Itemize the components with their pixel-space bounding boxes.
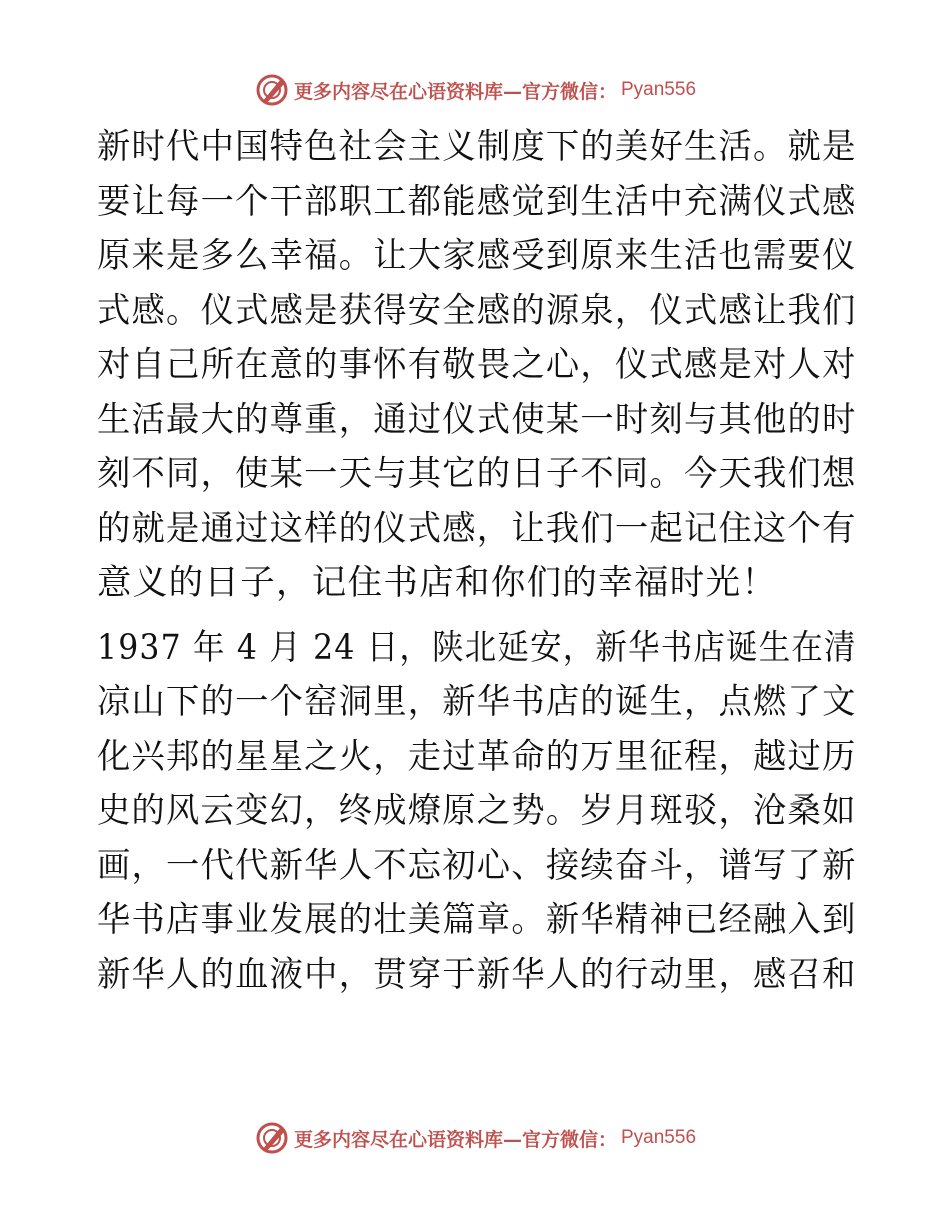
header-wechat-id: Pyan556 (621, 79, 697, 100)
text-line: 式感。仪式感是获得安全感的源泉，仪式感让我们 (97, 290, 857, 331)
paragraph-2 (97, 621, 857, 1003)
document-body (97, 120, 857, 1002)
text-line: 的就是通过这样的仪式感，让我们一起记住这个有 (97, 508, 857, 549)
text-line: 刻不同，使某一天与其它的日子不同。今天我们想 (97, 454, 857, 494)
pen-logo-icon (254, 72, 290, 108)
footer-banner-text: 更多内容尽在心语资料库—官方微信： (293, 1128, 617, 1151)
text-line: 新时代中国特色社会主义制度下的美好生活。就是 (97, 127, 857, 167)
text-line: 史的风云变幻，终成燎原之势。岁月斑驳，沧桑如 (97, 791, 857, 831)
footer-wechat-id: Pyan556 (621, 1127, 697, 1148)
text-line: 意义的日子，记住书店和你们的幸福时光！ (97, 563, 778, 603)
paragraph-1 (97, 120, 857, 611)
text-line: 新华人的血液中，贯穿于新华人的行动里，感召和 (97, 954, 857, 995)
text-line: 生活最大的尊重，通过仪式使某一时刻与其他的时 (97, 399, 857, 440)
text-line: 华书店事业发展的壮美篇章。新华精神已经融入到 (97, 900, 857, 940)
text-line: 原来是多么幸福。让大家感受到原来生活也需要仪 (97, 236, 857, 276)
header-banner (0, 70, 950, 110)
text-line: 凉山下的一个窑洞里，新华书店的诞生，点燃了文 (97, 682, 857, 722)
text-line: 1937 年 4 月 24 日，陕北延安，新华书店诞生在清 (97, 627, 857, 668)
pen-logo-icon (254, 1120, 290, 1156)
text-line: 对自己所在意的事怀有敬畏之心，仪式感是对人对 (97, 345, 857, 385)
text-line: 化兴邦的星星之火，走过革命的万里征程，越过历 (97, 736, 857, 777)
text-line: 要让每一个干部职工都能感觉到生活中充满仪式感 (97, 181, 857, 222)
text-line: 画，一代代新华人不忘初心、接续奋斗，谱写了新 (97, 845, 857, 886)
header-banner-text: 更多内容尽在心语资料库—官方微信： (293, 80, 617, 103)
footer-banner (0, 1118, 950, 1158)
